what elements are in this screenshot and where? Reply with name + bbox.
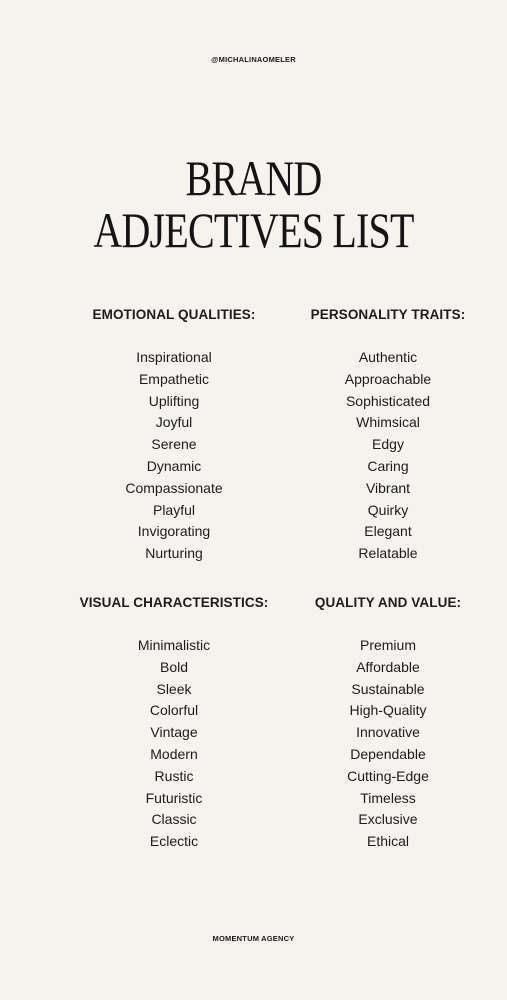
- list-item: Rustic: [154, 767, 194, 784]
- list-item: Edgy: [372, 436, 404, 453]
- social-handle: @MICHALINAOMELER: [211, 55, 296, 64]
- list-item: Approachable: [344, 370, 432, 387]
- section-heading: EMOTIONAL QUALITIES:: [92, 307, 256, 322]
- list-item: Nurturing: [145, 545, 203, 562]
- list-item: Caring: [367, 457, 409, 474]
- list-item: Classic: [151, 811, 197, 828]
- list-item: Affordable: [356, 658, 420, 675]
- list-item: Bold: [159, 658, 189, 675]
- list-item: Ethical: [366, 833, 410, 850]
- list-item: Sustainable: [351, 680, 425, 697]
- list-item: Authentic: [358, 349, 418, 365]
- page-title: [0, 152, 507, 256]
- list-item: Minimalistic: [137, 637, 211, 653]
- list-item: High-Quality: [349, 702, 427, 719]
- adjective-list: [268, 635, 507, 853]
- list-item: Empathetic: [138, 370, 210, 387]
- list-item: Sleek: [156, 680, 192, 697]
- list-item: Elegant: [364, 523, 412, 540]
- list-item: Vibrant: [365, 479, 411, 496]
- section-heading: VISUAL CHARACTERISTICS:: [79, 595, 269, 610]
- list-item: Exclusive: [358, 811, 418, 828]
- list-item: Quirky: [367, 501, 409, 518]
- section-visual-characteristics: [54, 595, 294, 853]
- section-personality-traits: [268, 307, 507, 565]
- list-item: Dependable: [350, 745, 426, 762]
- title-line-2: ADJECTIVES LIST: [93, 202, 414, 258]
- list-item: Joyful: [155, 414, 193, 431]
- section-heading: QUALITY AND VALUE:: [314, 595, 462, 610]
- list-item: Innovative: [356, 724, 420, 741]
- list-item: Dynamic: [146, 457, 202, 474]
- adjective-list: [268, 347, 507, 565]
- list-item: Vintage: [150, 724, 198, 741]
- list-item: Futuristic: [145, 789, 203, 806]
- section-quality-and-value: [268, 595, 507, 853]
- list-item: Timeless: [360, 789, 416, 806]
- list-item: Compassionate: [125, 479, 223, 496]
- list-item: Serene: [151, 436, 197, 453]
- list-item: Eclectic: [149, 833, 199, 850]
- list-item: Sophisticated: [345, 392, 431, 409]
- list-item: Whimsical: [356, 414, 420, 431]
- list-item: Modern: [150, 745, 198, 762]
- section-heading: PERSONALITY TRAITS:: [310, 307, 466, 322]
- list-item: Cutting-Edge: [347, 767, 429, 784]
- list-item: Premium: [359, 637, 416, 653]
- section-emotional-qualities: [54, 307, 294, 565]
- list-item: Colorful: [149, 702, 199, 719]
- title-line-1: BRAND: [185, 150, 322, 206]
- list-item: Relatable: [358, 545, 418, 562]
- adjective-list: [54, 347, 294, 565]
- list-item: Playful: [152, 501, 196, 518]
- agency-footer: MOMENTUM AGENCY: [212, 934, 295, 943]
- list-item: Uplifting: [148, 392, 200, 409]
- adjective-list: [54, 635, 294, 853]
- list-item: Inspirational: [136, 349, 212, 365]
- list-item: Invigorating: [137, 523, 211, 540]
